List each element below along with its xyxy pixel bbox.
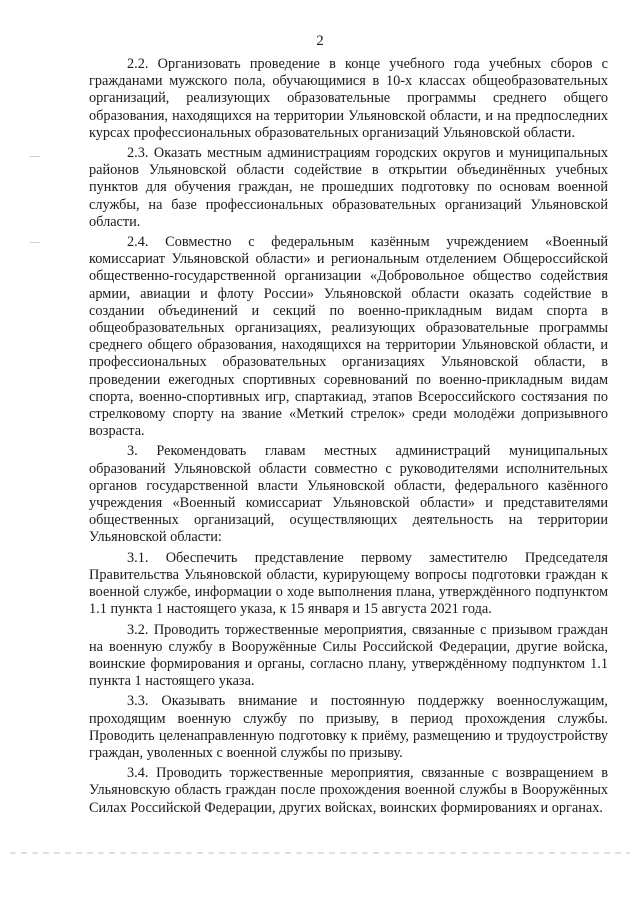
scan-artifact-mark: [30, 242, 40, 243]
scan-artifact-line: [10, 852, 630, 854]
paragraph-3-2: 3.2. Проводить торжественные мероприятия, связанные с призывом граждан на военную службу в Вооружённые Силы Российской Федерации, другие войска, воинские формирования и органы, согласно плану, утверждённому подпунктом 1.1 пункта 1 настоящего указа.: [89, 621, 608, 690]
document-body: [89, 56, 608, 820]
paragraph-3-1: 3.1. Обеспечить представление первому заместителю Председателя Правительства Ульяновской области, курирующему вопросы подготовки граждан к военной службе, информации о ходе выполнения плана, утверждённого подпунктом 1.1 пункта 1 настоящего указа, к 15 января и 15 августа 2021 года.: [89, 549, 608, 618]
paragraph-3-3: 3.3. Оказывать внимание и постоянную поддержку военнослужащим, проходящим военную службу по призыву, в период прохождения службы. Проводить целенаправленную подготовку к приёму, размещению и трудоустройству граждан, уволенных с военной службы по призыву.: [89, 693, 608, 761]
paragraph-2-3: 2.3. Оказать местным администрациям городских округов и муниципальных районов Ульяновской области содействие в открытии объединённых учебных пунктов для обучения граждан, не прошедших подготовку по основам военной службы, на базе профессиональных образовательных организаций Ульяновской области.: [89, 145, 608, 230]
scan-artifact-mark: [30, 156, 40, 157]
page-number: 2: [316, 33, 324, 49]
paragraph-3: 3. Рекомендовать главам местных администраций муниципальных образований Ульяновской области совместно с руководителями исполнительных органов государственной власти Ульяновской области, федерального казённого учреждения «Военный комиссариат Ульяновской области» и представителями общественных организаций, осуществляющих деятельность на территории Ульяновской области:: [89, 443, 608, 546]
paragraph-2-2: 2.2. Организовать проведение в конце учебного года учебных сборов с гражданами мужского пола, обучающимися в 10-х классах общеобразовательных организаций, реализующих образовательные программы среднего общего образования, находящихся на территории Ульяновской области, и на предпоследних курсах профессиональных образовательных организаций Ульяновской области.: [89, 56, 608, 141]
paragraph-3-4: 3.4. Проводить торжественные мероприятия, связанные с возвращением в Ульяновскую область граждан после прохождения военной службы в Вооружённых Силах Российской Федерации, других войсках, воинских формированиях и органах.: [89, 765, 608, 816]
paragraph-2-4: 2.4. Совместно с федеральным казённым учреждением «Военный комиссариат Ульяновской области» и региональным отделением Общероссийской общественно-государственной организации «Добровольное общество содействия армии, авиации и флоту России» Ульяновской области оказать содействие в создании объединений и секций по военно-прикладным видам спорта в общеобразовательных организациях, реализующих образовательные программы среднего общего образования, находящихся на территории Ульяновской области, и профессиональных образовательных организациях Ульяновской области, в проведении ежегодных спортивных соревнований по военно-прикладным видам спорта, военно-спортивных игр, спартакиад, этапов Всероссийского состязания по стрелковому спорту на звание «Меткий стрелок» среди молодёжи допризывного возраста.: [89, 234, 608, 440]
